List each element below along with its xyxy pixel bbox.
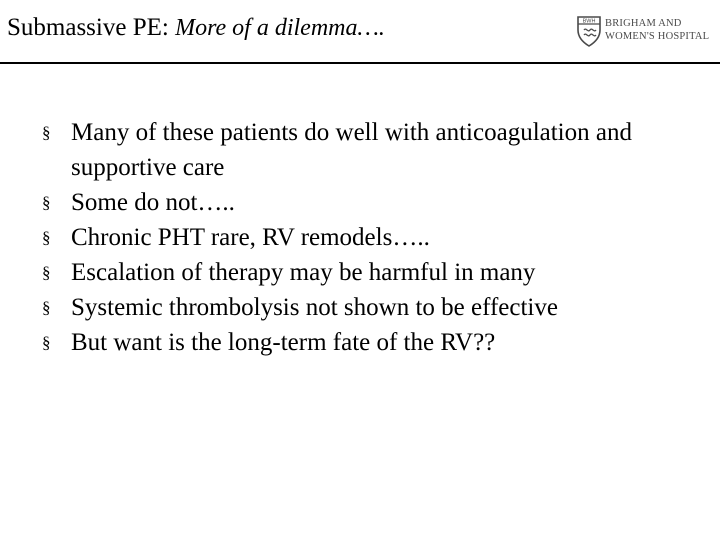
logo-text [605,17,709,43]
bullet-marker-icon: § [42,193,51,212]
slide-title-text: Submassive PE: [7,14,169,41]
logo-line-1: BRIGHAM AND [605,18,682,29]
title-bar [0,0,720,62]
bullet-marker-icon: § [42,333,51,352]
bullet-marker-icon: § [42,123,51,142]
bullet-text: Some do not….. [71,189,235,216]
bullet-item [42,325,682,360]
bullet-marker-icon: § [42,263,51,282]
logo-badge-text: BWH [582,18,596,25]
logo-line-2: WOMEN'S HOSPITAL [605,31,710,42]
bullet-text: Chronic PHT rare, RV remodels….. [71,224,430,251]
bullet-item [42,290,682,325]
bullet-item [42,220,682,255]
hospital-logo [574,14,716,48]
bwh-shield-icon [574,14,604,48]
bullet-item [42,255,682,290]
bullet-item [42,185,682,220]
bullet-marker-icon: § [42,228,51,247]
slide-title [7,14,385,42]
bullet-list [42,115,682,360]
title-divider [0,62,720,64]
slide-subtitle: More of a dilemma…. [175,15,385,41]
bullet-text: But want is the long-term fate of the RV?? [71,329,496,356]
bullet-text: Many of these patients do well with anticoagulation and supportive care [71,119,632,181]
bullet-text: Systemic thrombolysis not shown to be effective [71,294,558,321]
bullet-text: Escalation of therapy may be harmful in many [71,259,536,286]
bullet-item [42,115,682,185]
bullet-marker-icon: § [42,298,51,317]
